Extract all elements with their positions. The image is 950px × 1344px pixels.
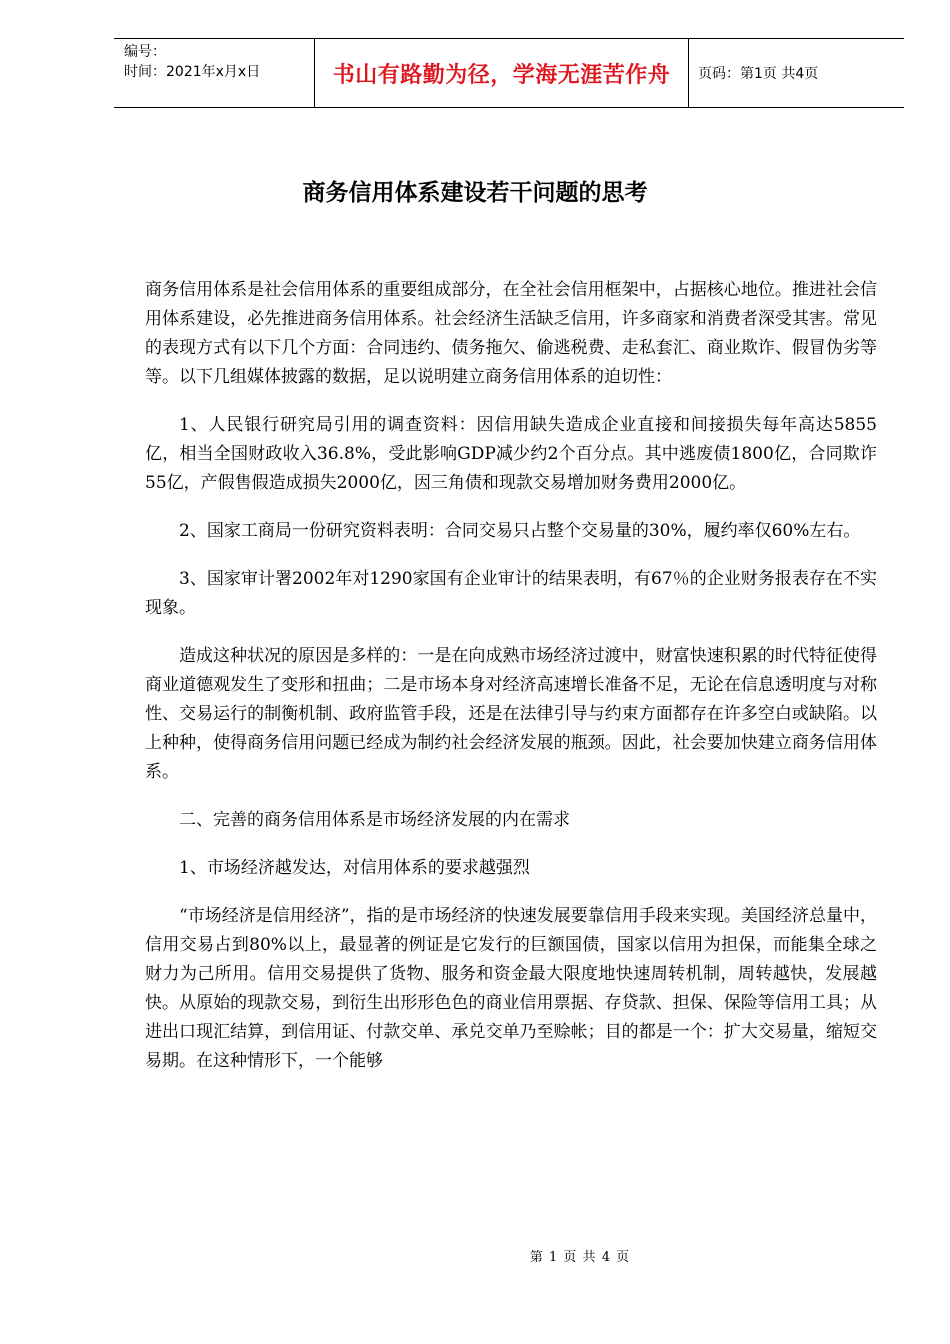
section-heading: 二、完善的商务信用体系是市场经济发展的内在需求 <box>179 810 570 830</box>
paragraph: 2、国家工商局一份研究资料表明：合同交易只占整个交易量的30%，履约率仅60%左右。 <box>179 521 861 541</box>
paragraph: 造成这种状况的原因是多样的：一是在向成熟市场经济过渡中，财富快速积累的时代特征使得商业道德观发生了变形和扭曲；二是市场本身对经济高速增长准备不足，无论在信息透明度与对称性、交易运行的制衡机制、政府监管手段，还是在法律引导与约束方面都存在许多空白或缺陷。以上种种，使得商务信用问题已经成为制约社会经济发展的瓶颈。因此，社会要加快建立商务信用体系。 <box>145 646 877 782</box>
header-page-number: 页码：第1页 共4页 <box>698 66 819 82</box>
header-motto: 书山有路勤为径，学海无涯苦作舟 <box>315 39 689 107</box>
paragraph: 商务信用体系是社会信用体系的重要组成部分，在全社会信用框架中，占据核心地位。推进社会信用体系建设，必先推进商务信用体系。社会经济生活缺乏信用，许多商家和消费者深受其害。常见的表现方式有以下几个方面：合同违约、债务拖欠、偷逃税费、走私套汇、商业欺诈、假冒伪劣等等。以下几组媒体披露的数据，足以说明建立商务信用体系的迫切性： <box>145 280 877 387</box>
document-number-label: 编号： <box>124 44 166 60</box>
document-body <box>145 276 877 1076</box>
page-header <box>114 38 904 108</box>
document-title: 商务信用体系建设若干问题的思考 <box>302 180 648 206</box>
subsection-heading: 1、市场经济越发达，对信用体系的要求越强烈 <box>179 858 530 878</box>
header-meta-cell <box>114 39 315 107</box>
paragraph: 3、国家审计署2002年对1290家国有企业审计的结果表明，有67％的企业财务报表存在不实现象。 <box>145 569 877 618</box>
paragraph: “市场经济是信用经济”，指的是市场经济的快速发展要靠信用手段来实现。美国经济总量中，信用交易占到80%以上，最显著的例证是它发行的巨额国债，国家以信用为担保，而能集全球之财力为己所用。信用交易提供了货物、服务和资金最大限度地快速周转机制，周转越快，发展越快。从原始的现款交易，到衍生出形形色色的商业信用票据、存贷款、担保、保险等信用工具；从进出口现汇结算，到信用证、付款交单、承兑交单乃至赊帐；目的都是一个：扩大交易量，缩短交易期。在这种情形下，一个能够 <box>145 906 877 1071</box>
paragraph: 1、人民银行研究局引用的调查资料：因信用缺失造成企业直接和间接损失每年高达5855亿，相当全国财政收入36.8%，受此影响GDP减少约2个百分点。其中逃废债1800亿，合同欺诈55亿，产假售假造成损失2000亿，因三角债和现款交易增加财务费用2000亿。 <box>145 415 877 493</box>
page-footer: 第 1 页 共 4 页 <box>529 1250 631 1265</box>
document-time-label: 时间：2021年x月x日 <box>124 64 261 80</box>
